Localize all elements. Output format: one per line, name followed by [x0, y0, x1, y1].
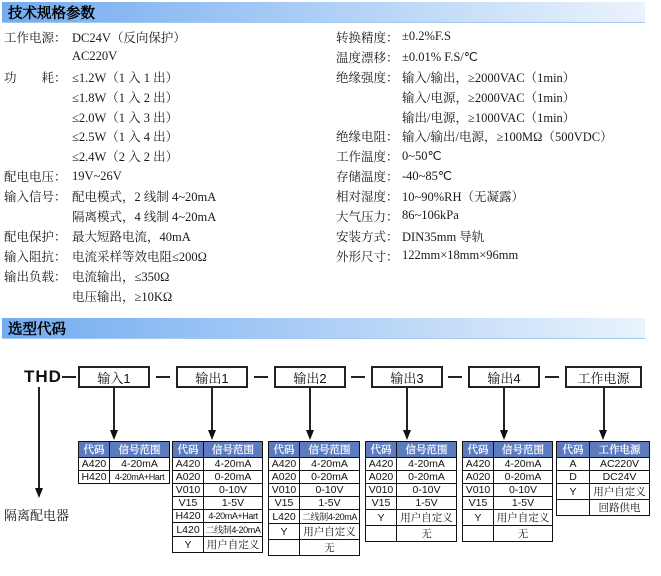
dash-connector [156, 376, 170, 378]
code-table-cell: 0-10V [397, 484, 457, 497]
code-table-cell: 0-20mA [300, 471, 360, 484]
spec-label: 工作电源： [4, 30, 67, 45]
spec-row [4, 206, 336, 226]
ordering-box: 工作电源 [565, 366, 642, 388]
code-table-cell: V15 [173, 497, 204, 510]
code-table-header-cell: 信号范围 [300, 442, 360, 458]
code-table-header-row [366, 442, 457, 458]
code-table-cell: 1-5V [494, 497, 553, 510]
code-table-cell: V010 [269, 484, 300, 497]
code-table-row [269, 510, 360, 524]
spec-label: 大气压力： [336, 209, 399, 224]
code-table-row [463, 526, 553, 542]
spec-value: ≤1.2W（1 入 1 出） [72, 70, 179, 85]
code-table-cell: 无 [300, 540, 360, 556]
isolator-note: 隔离配电器 [4, 508, 70, 523]
spec-value: 输入/输出，≥2000VAC（1min） [402, 70, 576, 85]
code-table-cell: L420 [173, 523, 204, 537]
code-table-row [557, 500, 650, 516]
code-table-cell: V15 [269, 497, 300, 510]
code-table-cell: V15 [366, 497, 397, 510]
spec-row [4, 286, 336, 306]
code-table-cell: 1-5V [300, 497, 360, 510]
spec-row [336, 87, 661, 107]
spec-value: 输入/输出/电源，≥100MΩ（500VDC） [402, 130, 613, 145]
code-table-cell: H420 [79, 471, 110, 484]
code-table-row [173, 523, 263, 537]
code-table-row [463, 484, 553, 497]
code-table-cell: 1-5V [204, 497, 263, 510]
code-table-header-cell: 信号范围 [110, 442, 170, 458]
code-table-cell: Y [557, 484, 590, 500]
code-table-cell: 用户自定义 [300, 524, 360, 540]
code-table-row [366, 510, 457, 526]
spec-label: 输入阻抗： [4, 249, 67, 264]
spec-value: 最大短路电流，40mA [72, 229, 191, 244]
spec-row [4, 27, 336, 47]
code-table [462, 441, 553, 542]
ordering-box: 输出4 [468, 366, 540, 388]
code-table-cell: A020 [269, 471, 300, 484]
spec-row [336, 47, 661, 67]
code-table-header-cell: 信号范围 [397, 442, 457, 458]
down-arrow-icon [110, 430, 118, 440]
code-table-row [173, 537, 263, 553]
ordering-box: 输出2 [274, 366, 346, 388]
code-table-cell: AC220V [590, 458, 650, 471]
dash-connector [351, 376, 365, 378]
code-table-cell: 4-20mA [110, 458, 170, 471]
spec-value: 隔离模式，4 线制 4~20mA [72, 209, 217, 224]
code-table-cell: V010 [173, 484, 204, 497]
code-table-cell: A420 [366, 458, 397, 471]
spec-label: 转换精度： [336, 30, 399, 45]
code-table-header-cell: 信号范围 [204, 442, 263, 458]
code-table-cell: V15 [463, 497, 494, 510]
code-table-cell: 0-20mA [204, 471, 263, 484]
spec-row [4, 146, 336, 166]
code-table-cell: DC24V [590, 471, 650, 484]
spec-label: 配电电压： [4, 170, 67, 185]
spec-value: 0~50℃ [402, 149, 442, 164]
spec-label: 输出负载： [4, 269, 67, 284]
code-table [172, 441, 263, 553]
spec-value: AC220V [72, 49, 118, 64]
code-table-row [557, 484, 650, 500]
spec-row [336, 107, 661, 127]
code-table-cell: A420 [463, 458, 494, 471]
code-table-cell: A420 [79, 458, 110, 471]
spec-value: 86~106kPa [402, 208, 459, 223]
code-table-cell: 无 [494, 526, 553, 542]
connector-line [113, 388, 115, 431]
code-table-cell: A020 [463, 471, 494, 484]
code-table-row [366, 458, 457, 471]
spec-label: 相对湿度： [336, 190, 399, 205]
code-table [78, 441, 170, 484]
model-prefix: THD [24, 367, 62, 386]
section-title-ordering: 选型代码 [8, 321, 66, 338]
code-table-cell: 用户自定义 [397, 510, 457, 526]
code-table-cell: H420 [173, 510, 204, 523]
spec-value: ±0.01% F.S/℃ [402, 49, 478, 64]
code-table [365, 441, 457, 542]
connector-line [309, 388, 311, 431]
spec-list [0, 23, 661, 318]
code-table-row [366, 526, 457, 542]
code-table-row [173, 484, 263, 497]
spec-value: ≤2.5W（1 入 4 出） [72, 130, 179, 145]
code-table-cell: 0-10V [494, 484, 553, 497]
spec-value: -40~85℃ [402, 169, 452, 184]
spec-value: 输出/电源，≥1000VAC（1min） [402, 110, 576, 125]
code-table-cell [557, 500, 590, 516]
code-table-cell: 用户自定义 [590, 484, 650, 500]
ordering-box: 输出1 [176, 366, 248, 388]
code-table-cell: Y [463, 510, 494, 526]
code-table-cell: 0-10V [300, 484, 360, 497]
spec-label: 外形尺寸： [336, 249, 399, 264]
code-table-header-row [269, 442, 360, 458]
spec-value: 122mm×18mm×96mm [402, 248, 519, 263]
spec-row [4, 67, 336, 87]
code-table-header-cell: 代码 [366, 442, 397, 458]
code-table-cell: 4-20mA [204, 458, 263, 471]
code-table-row [463, 497, 553, 510]
ordering-box: 输出3 [371, 366, 443, 388]
code-table-row [269, 524, 360, 540]
spec-value: DC24V（反向保护） [72, 30, 186, 45]
spec-row [4, 226, 336, 246]
code-table-cell: 二线制4-20mA [300, 510, 360, 524]
spec-value: 19V~26V [72, 168, 122, 183]
code-table-cell: L420 [269, 510, 300, 524]
down-arrow-icon [599, 430, 607, 440]
dash-connector [545, 376, 559, 378]
code-table-cell: 1-5V [397, 497, 457, 510]
spec-value: 输入/电源，≥2000VAC（1min） [402, 90, 576, 105]
spec-label: 安装方式： [336, 229, 399, 244]
spec-row [4, 126, 336, 146]
spec-value: ±0.2%F.S [402, 29, 451, 44]
code-table-cell: A420 [269, 458, 300, 471]
spec-row [336, 166, 661, 186]
spec-row [336, 246, 661, 266]
spec-label: 配电保护： [4, 229, 67, 244]
spec-column-right [336, 27, 661, 318]
code-table-header-row [79, 442, 170, 458]
code-table-cell: Y [269, 524, 300, 540]
code-table-cell: 0-20mA [494, 471, 553, 484]
connector-line [503, 388, 505, 431]
ordering-box: 输入1 [78, 366, 150, 388]
dash-connector [448, 376, 462, 378]
spec-value: 电流输出，≤350Ω [72, 269, 170, 284]
spec-value: 配电模式，2 线制 4~20mA [72, 190, 217, 205]
spec-row [336, 146, 661, 166]
code-table [268, 441, 360, 556]
code-table-cell: V010 [463, 484, 494, 497]
spec-row [336, 126, 661, 146]
code-table-cell: A020 [366, 471, 397, 484]
code-table-header-cell: 信号范围 [494, 442, 553, 458]
code-table-row [269, 484, 360, 497]
spec-value: ≤2.0W（1 入 3 出） [72, 110, 179, 125]
spec-label: 工作温度： [336, 150, 399, 165]
code-table [556, 441, 650, 516]
spec-row [4, 107, 336, 127]
spec-row [336, 226, 661, 246]
spec-row [4, 246, 336, 266]
code-table-row [269, 471, 360, 484]
dash-connector [62, 376, 76, 378]
down-arrow-icon [306, 430, 314, 440]
spec-column-left [0, 27, 336, 318]
code-table-row [79, 471, 170, 484]
code-table-cell: 4-20mA+Hart [110, 471, 170, 484]
code-table-cell: A420 [173, 458, 204, 471]
code-table-header-cell: 代码 [463, 442, 494, 458]
spec-row [4, 47, 336, 67]
code-table-cell: A020 [173, 471, 204, 484]
code-table-cell [463, 526, 494, 542]
spec-value: 10~90%RH（无凝露） [402, 190, 525, 205]
code-table-cell: 二线制4-20mA [204, 523, 263, 537]
spec-row [336, 27, 661, 47]
section-header-specs [2, 2, 645, 23]
code-table-row [463, 510, 553, 526]
code-table-header-row [173, 442, 263, 458]
code-table-cell: 用户自定义 [494, 510, 553, 526]
code-table-cell: Y [173, 537, 204, 553]
code-table-header-cell: 代码 [557, 442, 590, 458]
code-table-cell: 0-20mA [397, 471, 457, 484]
code-table-cell: Y [366, 510, 397, 526]
code-table-row [366, 484, 457, 497]
code-table-header-cell: 工作电源 [590, 442, 650, 458]
code-table-cell: 无 [397, 526, 457, 542]
spec-row [4, 266, 336, 286]
code-table-row [557, 458, 650, 471]
spec-row [336, 67, 661, 87]
code-table-header-cell: 代码 [79, 442, 110, 458]
down-arrow-icon [35, 488, 43, 498]
code-table-row [366, 471, 457, 484]
spec-label: 绝缘强度： [336, 70, 399, 85]
code-table-row [173, 458, 263, 471]
code-table-cell: 0-10V [204, 484, 263, 497]
code-table-header-row [557, 442, 650, 458]
section-header-ordering [2, 318, 645, 339]
spec-value: ≤2.4W（2 入 2 出） [72, 150, 179, 165]
spec-label: 存储温度： [336, 170, 399, 185]
down-arrow-icon [208, 430, 216, 440]
connector-line [406, 388, 408, 431]
spec-row [4, 166, 336, 186]
dash-connector [254, 376, 268, 378]
code-table-row [173, 471, 263, 484]
code-table-cell: A [557, 458, 590, 471]
spec-label: 功 耗： [4, 70, 67, 85]
code-table-row [557, 471, 650, 484]
code-table-cell [269, 540, 300, 556]
code-table-cell: 用户自定义 [204, 537, 263, 553]
down-arrow-icon [500, 430, 508, 440]
connector-line [603, 388, 605, 431]
spec-label: 输入信号： [4, 190, 67, 205]
code-table-row [269, 540, 360, 556]
code-table-row [173, 497, 263, 510]
spec-row [336, 186, 661, 206]
code-table-row [173, 510, 263, 523]
code-table-cell: 回路供电 [590, 500, 650, 516]
spec-value: DIN35mm 导轨 [402, 229, 485, 244]
down-arrow-icon [403, 430, 411, 440]
connector-line [38, 387, 40, 488]
spec-label: 绝缘电阻： [336, 130, 399, 145]
spec-row [4, 186, 336, 206]
code-table-header-cell: 代码 [173, 442, 204, 458]
code-table-header-cell: 代码 [269, 442, 300, 458]
spec-row [336, 206, 661, 226]
code-table-row [79, 458, 170, 471]
code-table-cell: 4-20mA+Hart [204, 510, 263, 523]
spec-label: 温度漂移： [336, 50, 399, 65]
connector-line [211, 388, 213, 431]
spec-row [4, 87, 336, 107]
code-table-cell [366, 526, 397, 542]
code-table-header-row [463, 442, 553, 458]
code-table-cell: 4-20mA [397, 458, 457, 471]
selection-code-diagram [0, 339, 661, 576]
code-table-cell: 4-20mA [494, 458, 553, 471]
code-table-row [463, 471, 553, 484]
code-table-cell: V010 [366, 484, 397, 497]
section-title-specs: 技术规格参数 [8, 5, 95, 22]
code-table-row [463, 458, 553, 471]
code-table-row [269, 497, 360, 510]
code-table-row [269, 458, 360, 471]
code-table-row [366, 497, 457, 510]
spec-value: 电压输出，≥10KΩ [72, 289, 173, 304]
code-table-cell: 4-20mA [300, 458, 360, 471]
code-table-cell: D [557, 471, 590, 484]
spec-value: ≤1.8W（1 入 2 出） [72, 90, 179, 105]
spec-value: 电流采样等效电阻≤200Ω [72, 249, 207, 264]
